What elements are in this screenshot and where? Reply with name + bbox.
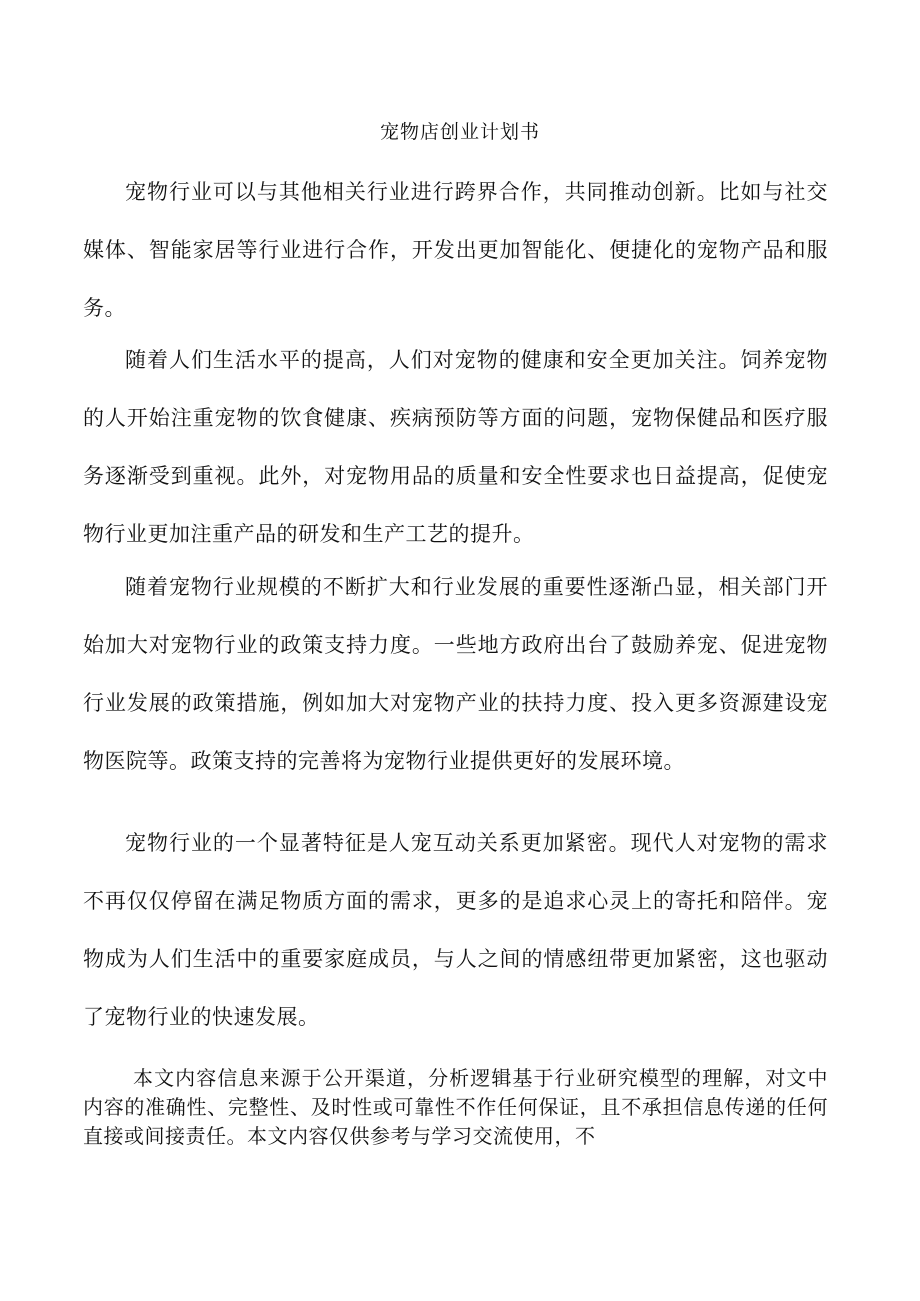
paragraph-4: 宠物行业的一个显著特征是人宠互动关系更加紧密。现代人对宠物的需求不再仅仅停留在满足物质方面的需求，更多的是追求心灵上的寄托和陪伴。宠物成为人们生活中的重要家庭成员，与人之间的情感纽带更加紧密，这也驱动了宠物行业的快速发展。 bbox=[83, 831, 828, 1029]
document-title: 宠物店创业计划书 bbox=[379, 121, 540, 143]
paragraph-2: 随着人们生活水平的提高，人们对宠物的健康和安全更加关注。饲养宠物的人开始注重宠物的饮食健康、疾病预防等方面的问题，宠物保健品和医疗服务逐渐受到重视。此外，对宠物用品的质量和安全性要求也日益提高，促使宠物行业更加注重产品的研发和生产工艺的提升。 bbox=[83, 348, 828, 546]
paragraph-1: 宠物行业可以与其他相关行业进行跨界合作，共同推动创新。比如与社交媒体、智能家居等行业进行合作，开发出更加智能化、便捷化的宠物产品和服务。 bbox=[83, 180, 828, 320]
disclaimer-paragraph: 本文内容信息来源于公开渠道，分析逻辑基于行业研究模型的理解，对文中内容的准确性、完整性、及时性或可靠性不作任何保证，且不承担信息传递的任何直接或间接责任。本文内容仅供参考与学习交流使用，不 bbox=[83, 1066, 828, 1148]
paragraph-3: 随着宠物行业规模的不断扩大和行业发展的重要性逐渐凸显，相关部门开始加大对宠物行业的政策支持力度。一些地方政府出台了鼓励养宠、促进宠物行业发展的政策措施，例如加大对宠物产业的扶持力度、投入更多资源建设宠物医院等。政策支持的完善将为宠物行业提供更好的发展环境。 bbox=[83, 575, 828, 773]
